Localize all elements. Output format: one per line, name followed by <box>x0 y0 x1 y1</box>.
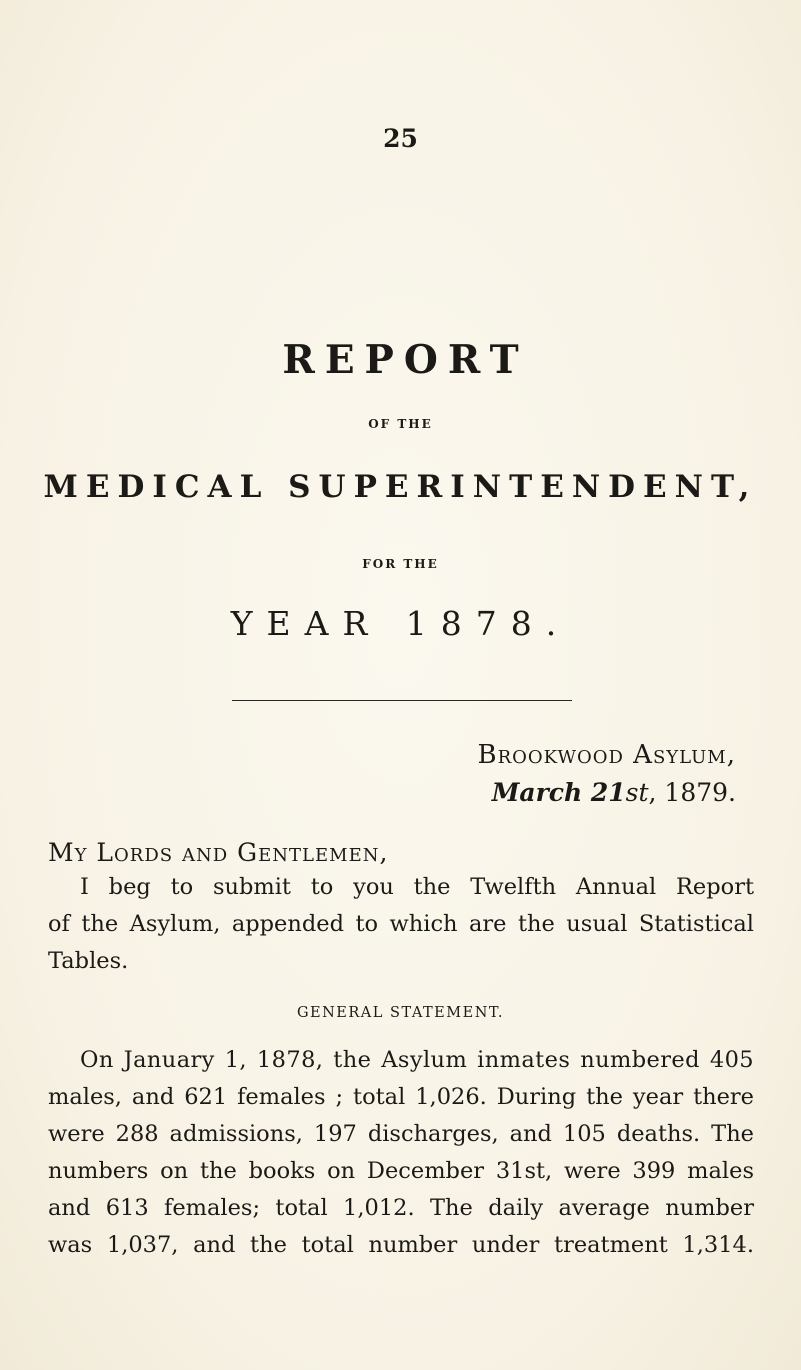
date-month-day: March 21 <box>491 778 626 807</box>
report-title: REPORT <box>282 337 529 383</box>
statement-line: males, and 621 females ; total 1,026. During the year there <box>48 1084 754 1110</box>
section-heading: GENERAL STATEMENT. <box>296 1005 505 1021</box>
statement-line: and 613 females; total 1,012. The daily average number <box>48 1195 754 1221</box>
letter-place: Brookwood Asylum, <box>477 740 736 770</box>
for-the-label: FOR THE <box>362 557 439 571</box>
report-subtitle: MEDICAL SUPERINTENDENT, <box>43 469 758 505</box>
report-year: YEAR 1878. <box>230 604 571 643</box>
date-year: , 1879. <box>648 778 736 807</box>
statement-line: were 288 admissions, 197 discharges, and 105 deaths. The <box>48 1121 754 1147</box>
intro-line: I beg to submit to you the Twelfth Annual Report <box>80 874 754 900</box>
intro-line: Tables. <box>48 948 129 974</box>
of-the-label: OF THE <box>368 417 433 431</box>
date-suffix: st <box>625 778 649 807</box>
intro-line: of the Asylum, appended to which are the usual Statistical <box>48 911 754 937</box>
page-number: 25 <box>383 124 418 153</box>
statement-line: numbers on the books on December 31st, were 399 males <box>48 1158 754 1184</box>
letter-date <box>492 778 736 807</box>
statement-line: On January 1, 1878, the Asylum inmates numbered 405 <box>80 1047 754 1073</box>
salutation: My Lords and Gentlemen, <box>48 838 389 867</box>
statement-line: was 1,037, and the total number under treatment 1,314. <box>48 1232 754 1258</box>
divider-rule <box>232 700 572 701</box>
